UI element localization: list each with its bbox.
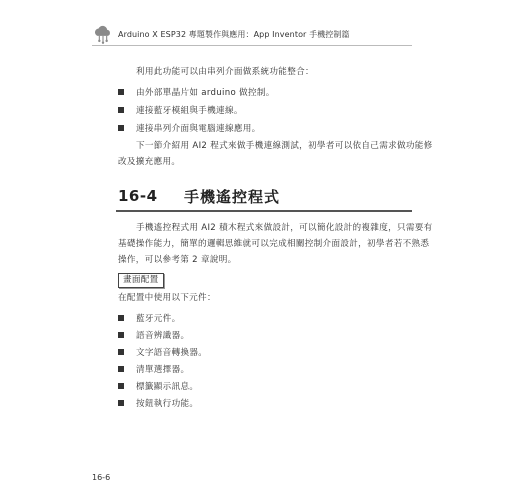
book-title: Arduino X ESP32 專題製作與應用：App Inventor 手機控制篇 — [118, 29, 350, 39]
body-paragraph-line: 手機遙控程式用 AI2 積木程式來做設計，可以簡化設計的複雜度，只需要有 — [136, 223, 433, 233]
component-item-text: 按鈕執行功能。 — [136, 399, 199, 409]
page-number: 16-6 — [92, 473, 111, 482]
section-title: 手機遙控程式 — [184, 188, 281, 206]
intro-paragraph-line: 下一節介紹用 AI2 程式來做手機連線測試，初學者可以依自己需求做功能修 — [136, 141, 433, 151]
cloud-network-icon — [92, 23, 114, 45]
bullet-square-icon — [118, 315, 124, 321]
bullet-square-icon — [118, 89, 124, 95]
intro-bullet — [118, 103, 243, 117]
component-item-text: 文字語音轉換器。 — [136, 348, 208, 358]
components-intro: 在配置中使用以下元件： — [118, 293, 216, 303]
component-item-text: 標籤顯示訊息。 — [136, 382, 199, 392]
component-item — [118, 311, 180, 325]
section-divider — [116, 210, 412, 212]
component-item — [118, 345, 207, 359]
body-paragraph-line: 操作，可以參考第 2 章說明。 — [118, 255, 237, 265]
component-item-text: 清單選擇器。 — [136, 365, 190, 375]
bullet-square-icon — [118, 349, 124, 355]
bullet-square-icon — [118, 332, 124, 338]
header-divider — [92, 45, 412, 46]
bullet-square-icon — [118, 400, 124, 406]
intro-bullet-text: 連接藍牙模組與手機連線。 — [136, 106, 243, 116]
intro-paragraph-line: 改及擴充應用。 — [118, 157, 181, 167]
intro-bullet-text: 連接串列介面與電腦連線應用。 — [136, 124, 261, 134]
bullet-square-icon — [118, 383, 124, 389]
intro-bullet — [118, 121, 261, 135]
component-item-text: 藍牙元件。 — [136, 314, 181, 324]
bullet-square-icon — [118, 366, 124, 372]
component-item-text: 語音辨識器。 — [136, 331, 190, 341]
intro-line: 利用此功能可以由串列介面做系統功能整合： — [136, 67, 314, 77]
page-header — [92, 22, 350, 46]
component-item — [118, 379, 198, 393]
component-item — [118, 396, 198, 410]
body-paragraph-line: 基礎操作能力，簡單的邏輯思維就可以完成相關控制介面設計，初學者若不熟悉 — [118, 239, 430, 249]
bullet-square-icon — [118, 125, 124, 131]
component-item — [118, 328, 189, 342]
section-number: 16-4 — [118, 187, 158, 205]
intro-bullet-text: 由外部單晶片如 arduino 做控制。 — [136, 88, 275, 98]
layout-tag: 畫面配置 — [118, 273, 164, 288]
intro-bullet — [118, 85, 275, 99]
component-item — [118, 362, 189, 376]
bullet-square-icon — [118, 107, 124, 113]
